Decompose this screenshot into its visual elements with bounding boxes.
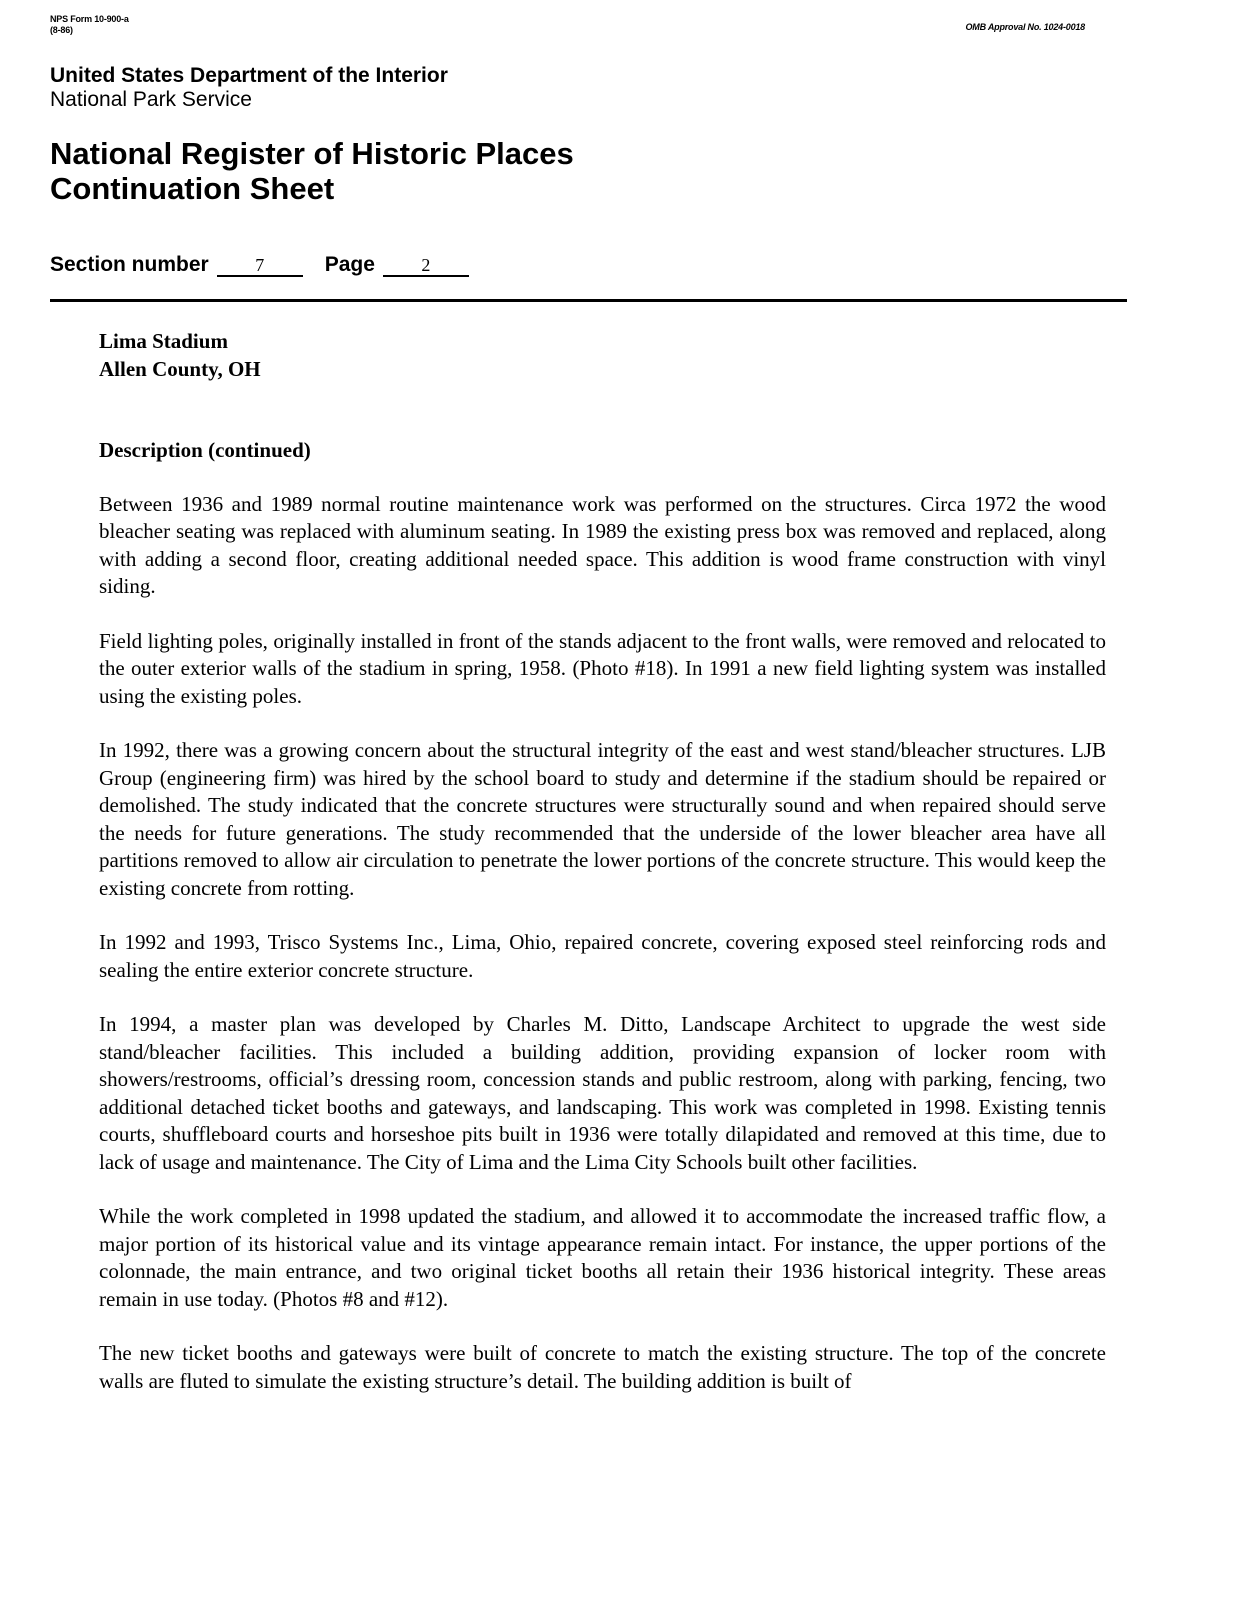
paragraph: While the work completed in 1998 updated the stadium, and allowed it to accommodate the increased traffic flow, a major portion of its historical value and its vintage appearance remain intact. For instance, the upper portions of the colonnade, the main entrance, and two original ticket booths all retain their 1936 historical integrity. These areas remain in use today. (Photos #8 and #12). [99,1204,1106,1311]
page-label: Page [324,253,375,276]
form-date: (8-86) [50,25,73,35]
section-number-value: 7 [217,255,303,277]
header-divider [50,299,1127,302]
page-number-value: 2 [383,255,469,277]
section-label: Section number [50,253,209,276]
form-number: NPS Form 10-900-a [50,14,129,24]
paragraph: The new ticket booths and gateways were built of concrete to match the existing structure. The top of the concrete walls are fluted to simulate the existing structure’s detail. The building addition is built of [99,1341,1106,1393]
paragraph: In 1992 and 1993, Trisco Systems Inc., Lima, Ohio, repaired concrete, covering exposed steel reinforcing rods and sealing the entire exterior concrete structure. [99,930,1106,982]
paragraph: In 1994, a master plan was developed by Charles M. Ditto, Landscape Architect to upgrade the west side stand/bleacher facilities. This included a building addition, providing expansion of locker room with showers/restrooms, official’s dressing room, concession stands and public restroom, along with parking, fencing, two additional detached ticket booths and gateways, and landscaping. This work was completed in 1998. Existing tennis courts, shuffleboard courts and horseshoe pits built in 1936 were totally dilapidated and removed at this time, due to lack of usage and maintenance. The City of Lima and the Lima City Schools built other facilities. [99,1012,1106,1174]
document-title [50,136,574,206]
department-name: United States Department of the Interior [50,64,448,87]
paragraph: In 1992, there was a growing concern about the structural integrity of the east and west stand/bleacher structures. LJB Group (engineering firm) was hired by the school board to study and determine if the stadium should be repaired or demolished. The study indicated that the concrete structures were structurally sound and when repaired should serve the needs for future generations. The study recommended that the underside of the lower bleacher area have all partitions removed to allow air circulation to penetrate the lower portions of the concrete structure. This would keep the existing concrete from rotting. [99,738,1106,900]
omb-approval: OMB Approval No. 1024-0018 [965,22,1085,32]
form-identifier [50,14,129,36]
paragraph: Field lighting poles, originally installed in front of the stands adjacent to the front walls, were removed and relocated to the outer exterior walls of the stadium in spring, 1958. (Photo #18). In 1991 a new field lighting system was installed using the existing poles. [99,628,1106,708]
agency-block [50,64,448,112]
section-page-line [50,253,469,277]
property-location: Allen County, OH [99,356,261,381]
section-heading: Description (continued) [99,438,311,462]
title-line-1: National Register of Historic Places [50,136,574,171]
document-body [99,328,1106,1422]
property-name: Lima Stadium [99,329,228,353]
paragraph: Between 1936 and 1989 normal routine maintenance work was performed on the structures. Circa 1972 the wood bleacher seating was replaced with aluminum seating. In 1989 the existing press box was removed and replaced, along with adding a second floor, creating additional needed space. This addition is wood frame construction with vinyl siding. [99,491,1106,598]
service-name: National Park Service [50,88,252,111]
title-line-2: Continuation Sheet [50,171,335,206]
